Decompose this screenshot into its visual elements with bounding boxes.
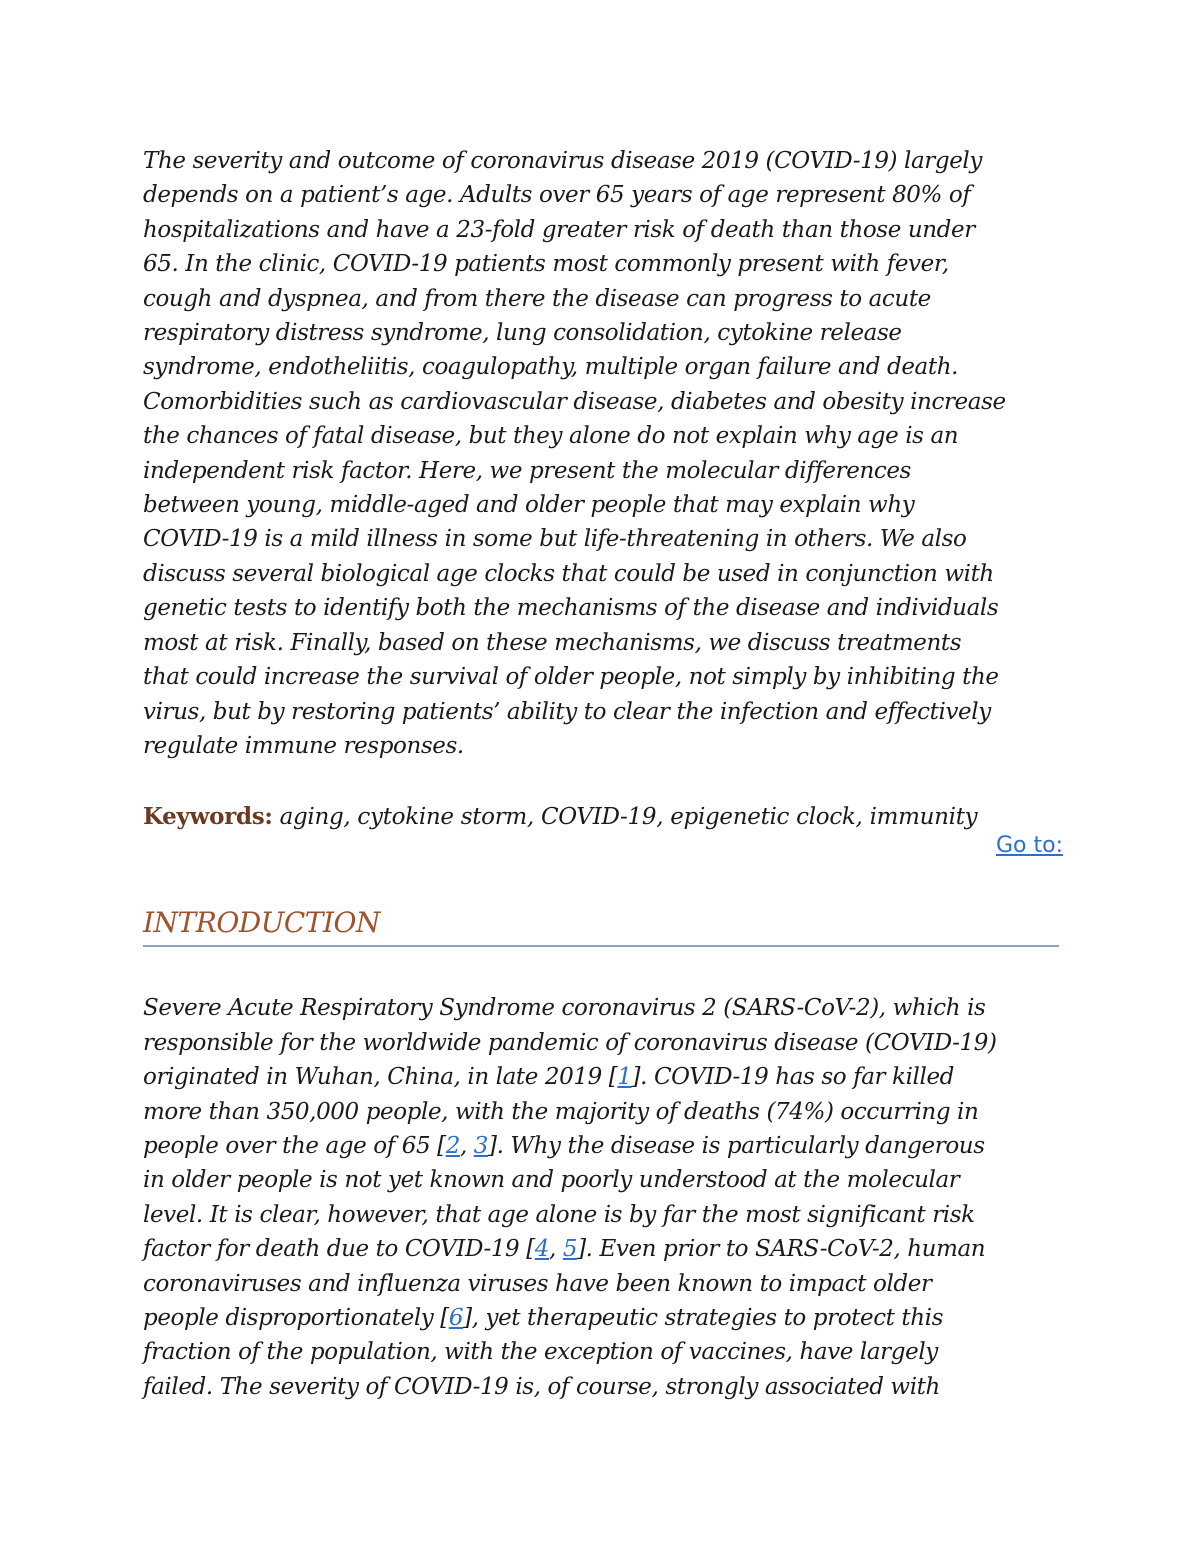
abstract-line: discuss several biological age clocks that could be used in conjunction with [143, 560, 994, 587]
intro-line: failed. The severity of COVID-19 is, of course, strongly associated with [143, 1373, 940, 1400]
citation-separator: , [549, 1236, 563, 1263]
abstract-line: most at risk. Finally, based on these mechanisms, we discuss treatments [143, 629, 962, 656]
intro-line: responsible for the worldwide pandemic of coronavirus disease (COVID-19) [143, 1029, 997, 1056]
abstract-line: that could increase the survival of older people, not simply by inhibiting the [143, 664, 999, 691]
intro-text: ], yet therapeutic strategies to protect this [463, 1304, 944, 1331]
keywords-values: aging, cytokine storm, COVID-19, epigenetic clock, immunity [279, 804, 978, 831]
intro-text: ]. Why the disease is particularly dangerous [488, 1132, 985, 1159]
citation-link[interactable]: 6 [448, 1304, 464, 1331]
abstract-line: virus, but by restoring patients’ ability to clear the infection and effectively [143, 698, 991, 725]
intro-text: people disproportionately [ [143, 1304, 449, 1331]
intro-line: Severe Acute Respiratory Syndrome coronavirus 2 (SARS-CoV-2), which is [143, 995, 986, 1022]
goto-row [143, 833, 1063, 867]
abstract-line: The severity and outcome of coronavirus disease 2019 (COVID-19) largely [143, 148, 982, 174]
abstract-line: respiratory distress syndrome, lung consolidation, cytokine release [143, 320, 902, 347]
intro-text: people over the age of 65 [ [143, 1132, 446, 1159]
intro-line [143, 1301, 1063, 1335]
abstract-paragraph [143, 144, 1063, 763]
introduction-paragraph [143, 991, 1063, 1404]
intro-text: ]. COVID-19 has so far killed [631, 1064, 954, 1091]
abstract-line: Comorbidities such as cardiovascular disease, diabetes and obesity increase [143, 388, 1006, 415]
intro-text: ]. Even prior to SARS-CoV-2, human [577, 1236, 986, 1263]
abstract-line: independent risk factor. Here, we present the molecular differences [143, 457, 911, 484]
goto-link[interactable]: Go to: [996, 833, 1063, 859]
section-title: INTRODUCTION [143, 906, 380, 940]
citation-separator: , [459, 1132, 474, 1159]
intro-line: fraction of the population, with the exception of vaccines, have largely [143, 1339, 938, 1366]
citation-link[interactable]: 2 [445, 1132, 460, 1159]
abstract-line: regulate immune responses. [143, 732, 464, 759]
intro-line [143, 1129, 1063, 1163]
abstract-line: depends on a patient’s age. Adults over 65 years of age represent 80% of [143, 182, 971, 209]
section-header [143, 903, 1059, 947]
intro-line [143, 1232, 1063, 1266]
abstract-line: syndrome, endotheliitis, coagulopathy, multiple organ failure and death. [143, 354, 959, 381]
intro-text: originated in Wuhan, China, in late 2019 [ [143, 1064, 618, 1091]
abstract-line: the chances of fatal disease, but they alone do not explain why age is an [143, 423, 959, 450]
abstract-line: COVID-19 is a mild illness in some but life-threatening in others. We also [143, 526, 967, 553]
intro-line: in older people is not yet known and poorly understood at the molecular [143, 1167, 960, 1194]
intro-line [143, 1060, 1063, 1094]
abstract-line: 65. In the clinic, COVID-19 patients most commonly present with fever, [143, 251, 949, 278]
citation-link[interactable]: 5 [562, 1236, 578, 1263]
abstract-line: cough and dyspnea, and from there the disease can progress to acute [143, 285, 931, 312]
citation-link[interactable]: 4 [534, 1236, 550, 1263]
abstract-line: genetic tests to identify both the mechanisms of the disease and individuals [143, 595, 999, 622]
citation-link[interactable]: 1 [617, 1064, 632, 1091]
keywords-row [143, 801, 1063, 833]
keywords-label: Keywords: [143, 803, 273, 831]
intro-line: coronaviruses and influenza viruses have been known to impact older [143, 1270, 932, 1297]
intro-line: more than 350,000 people, with the majority of deaths (74%) occurring in [143, 1098, 979, 1125]
intro-text: factor for death due to COVID-19 [ [143, 1236, 535, 1263]
citation-link[interactable]: 3 [473, 1132, 488, 1159]
intro-line: level. It is clear, however, that age alone is by far the most significant risk [143, 1201, 975, 1228]
abstract-line: hospitalizations and have a 23-fold greater risk of death than those under [143, 216, 975, 243]
document-page [143, 144, 1063, 1404]
abstract-line: between young, middle-aged and older people that may explain why [143, 492, 915, 519]
